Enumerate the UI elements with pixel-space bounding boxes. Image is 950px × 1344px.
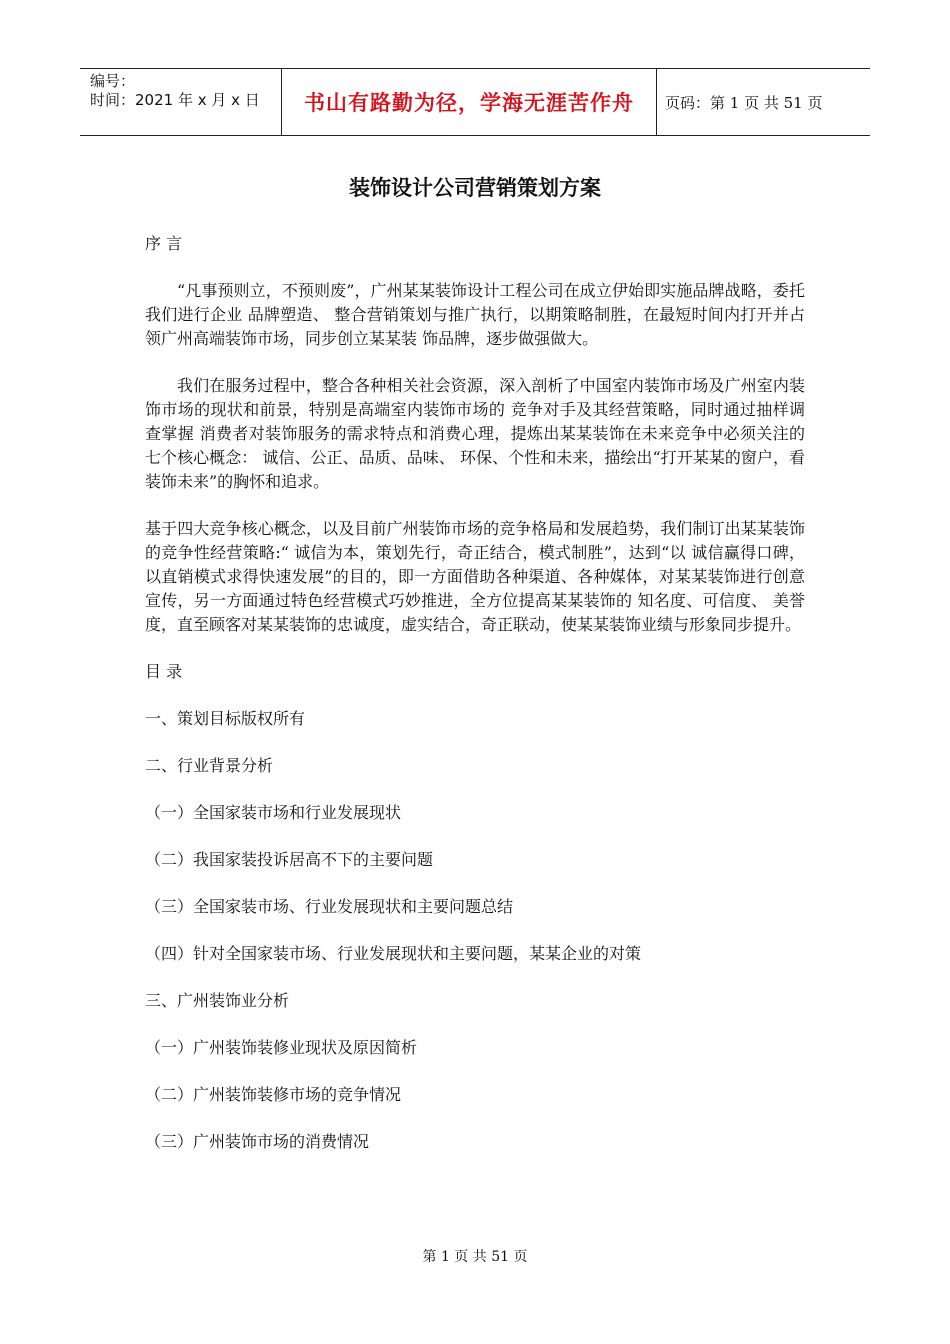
toc-item: （三）广州装饰市场的消费情况 bbox=[145, 1132, 370, 1151]
date-label: 时间：2021 年 x 月 x 日 bbox=[90, 91, 260, 109]
toc-item: 二、行业背景分析 bbox=[145, 756, 274, 775]
header-info-cell bbox=[80, 69, 282, 135]
preface-heading: 序 言 bbox=[145, 234, 183, 253]
preface-paragraph-1: “凡事预则立，不预则废”，广州某某装饰设计工程公司在成立伊始即实施品牌战略，委托我们进行企业 品牌塑造、 整合营销策划与推广执行，以期策略制胜，在最短时间内打开并占领广州高端装饰市场，同步创立某某装 饰品牌，逐步做强做大。 bbox=[145, 281, 805, 348]
document-title: 装饰设计公司营销策划方案 bbox=[349, 176, 601, 200]
toc-item: （二）我国家装投诉居高不下的主要问题 bbox=[145, 850, 434, 869]
serial-number-label: 编号： bbox=[90, 72, 136, 90]
toc-item: （四）针对全国家装市场、行业发展现状和主要问题，某某企业的对策 bbox=[145, 944, 642, 963]
toc-item: （二）广州装饰装修市场的竞争情况 bbox=[145, 1085, 402, 1104]
header-motto: 书山有路勤为径，学海无涯苦作舟 bbox=[282, 69, 657, 135]
preface-paragraph-2: 我们在服务过程中，整合各种相关社会资源，深入剖析了中国室内装饰市场及广州室内装饰市场的现状和前景，特别是高端室内装饰市场的 竞争对手及其经营策略，同时通过抽样调查掌握 消费者对装饰服务的需求特点和消费心理，提炼出某某装饰在未来竞争中必须关注的七个核心概念： 诚信、公正、品质、品味、 环保、个性和未来，描绘出“打开某某的窗户，看装饰未来”的胸怀和追求。 bbox=[145, 376, 805, 491]
toc-item: （三）全国家装市场、行业发展现状和主要问题总结 bbox=[145, 897, 514, 916]
toc-item: （一）广州装饰装修业现状及原因简析 bbox=[145, 1038, 418, 1057]
document-body bbox=[145, 232, 805, 1154]
page-footer-number: 第 1 页 共 51 页 bbox=[422, 1249, 528, 1265]
toc-item: 一、策划目标版权所有 bbox=[145, 709, 306, 728]
toc-item: （一）全国家装市场和行业发展现状 bbox=[145, 803, 402, 822]
page-header-table bbox=[80, 68, 870, 136]
toc-item: 三、广州装饰业分析 bbox=[145, 991, 290, 1010]
preface-paragraph-3: 基于四大竞争核心概念，以及目前广州装饰市场的竞争格局和发展趋势，我们制订出某某装饰的竞争性经营策略:“ 诚信为本，策划先行，奇正结合，模式制胜”，达到“以 诚信赢得口碑，以直销模式求得快速发展”的目的，即一方面借助各种渠道、各种媒体，对某某装饰进行创意宣传，另一方面通过特色经营模式巧妙推进，全方位提高某某装饰的 知名度、可信度、 美誉度，直至顾客对某某装饰的忠诚度，虚实结合，奇正联动，使某某装饰业绩与形象同步提升。 bbox=[145, 519, 805, 634]
toc-heading: 目 录 bbox=[145, 662, 183, 681]
header-page-label: 页码：第 1 页 共 51 页 bbox=[665, 93, 823, 112]
